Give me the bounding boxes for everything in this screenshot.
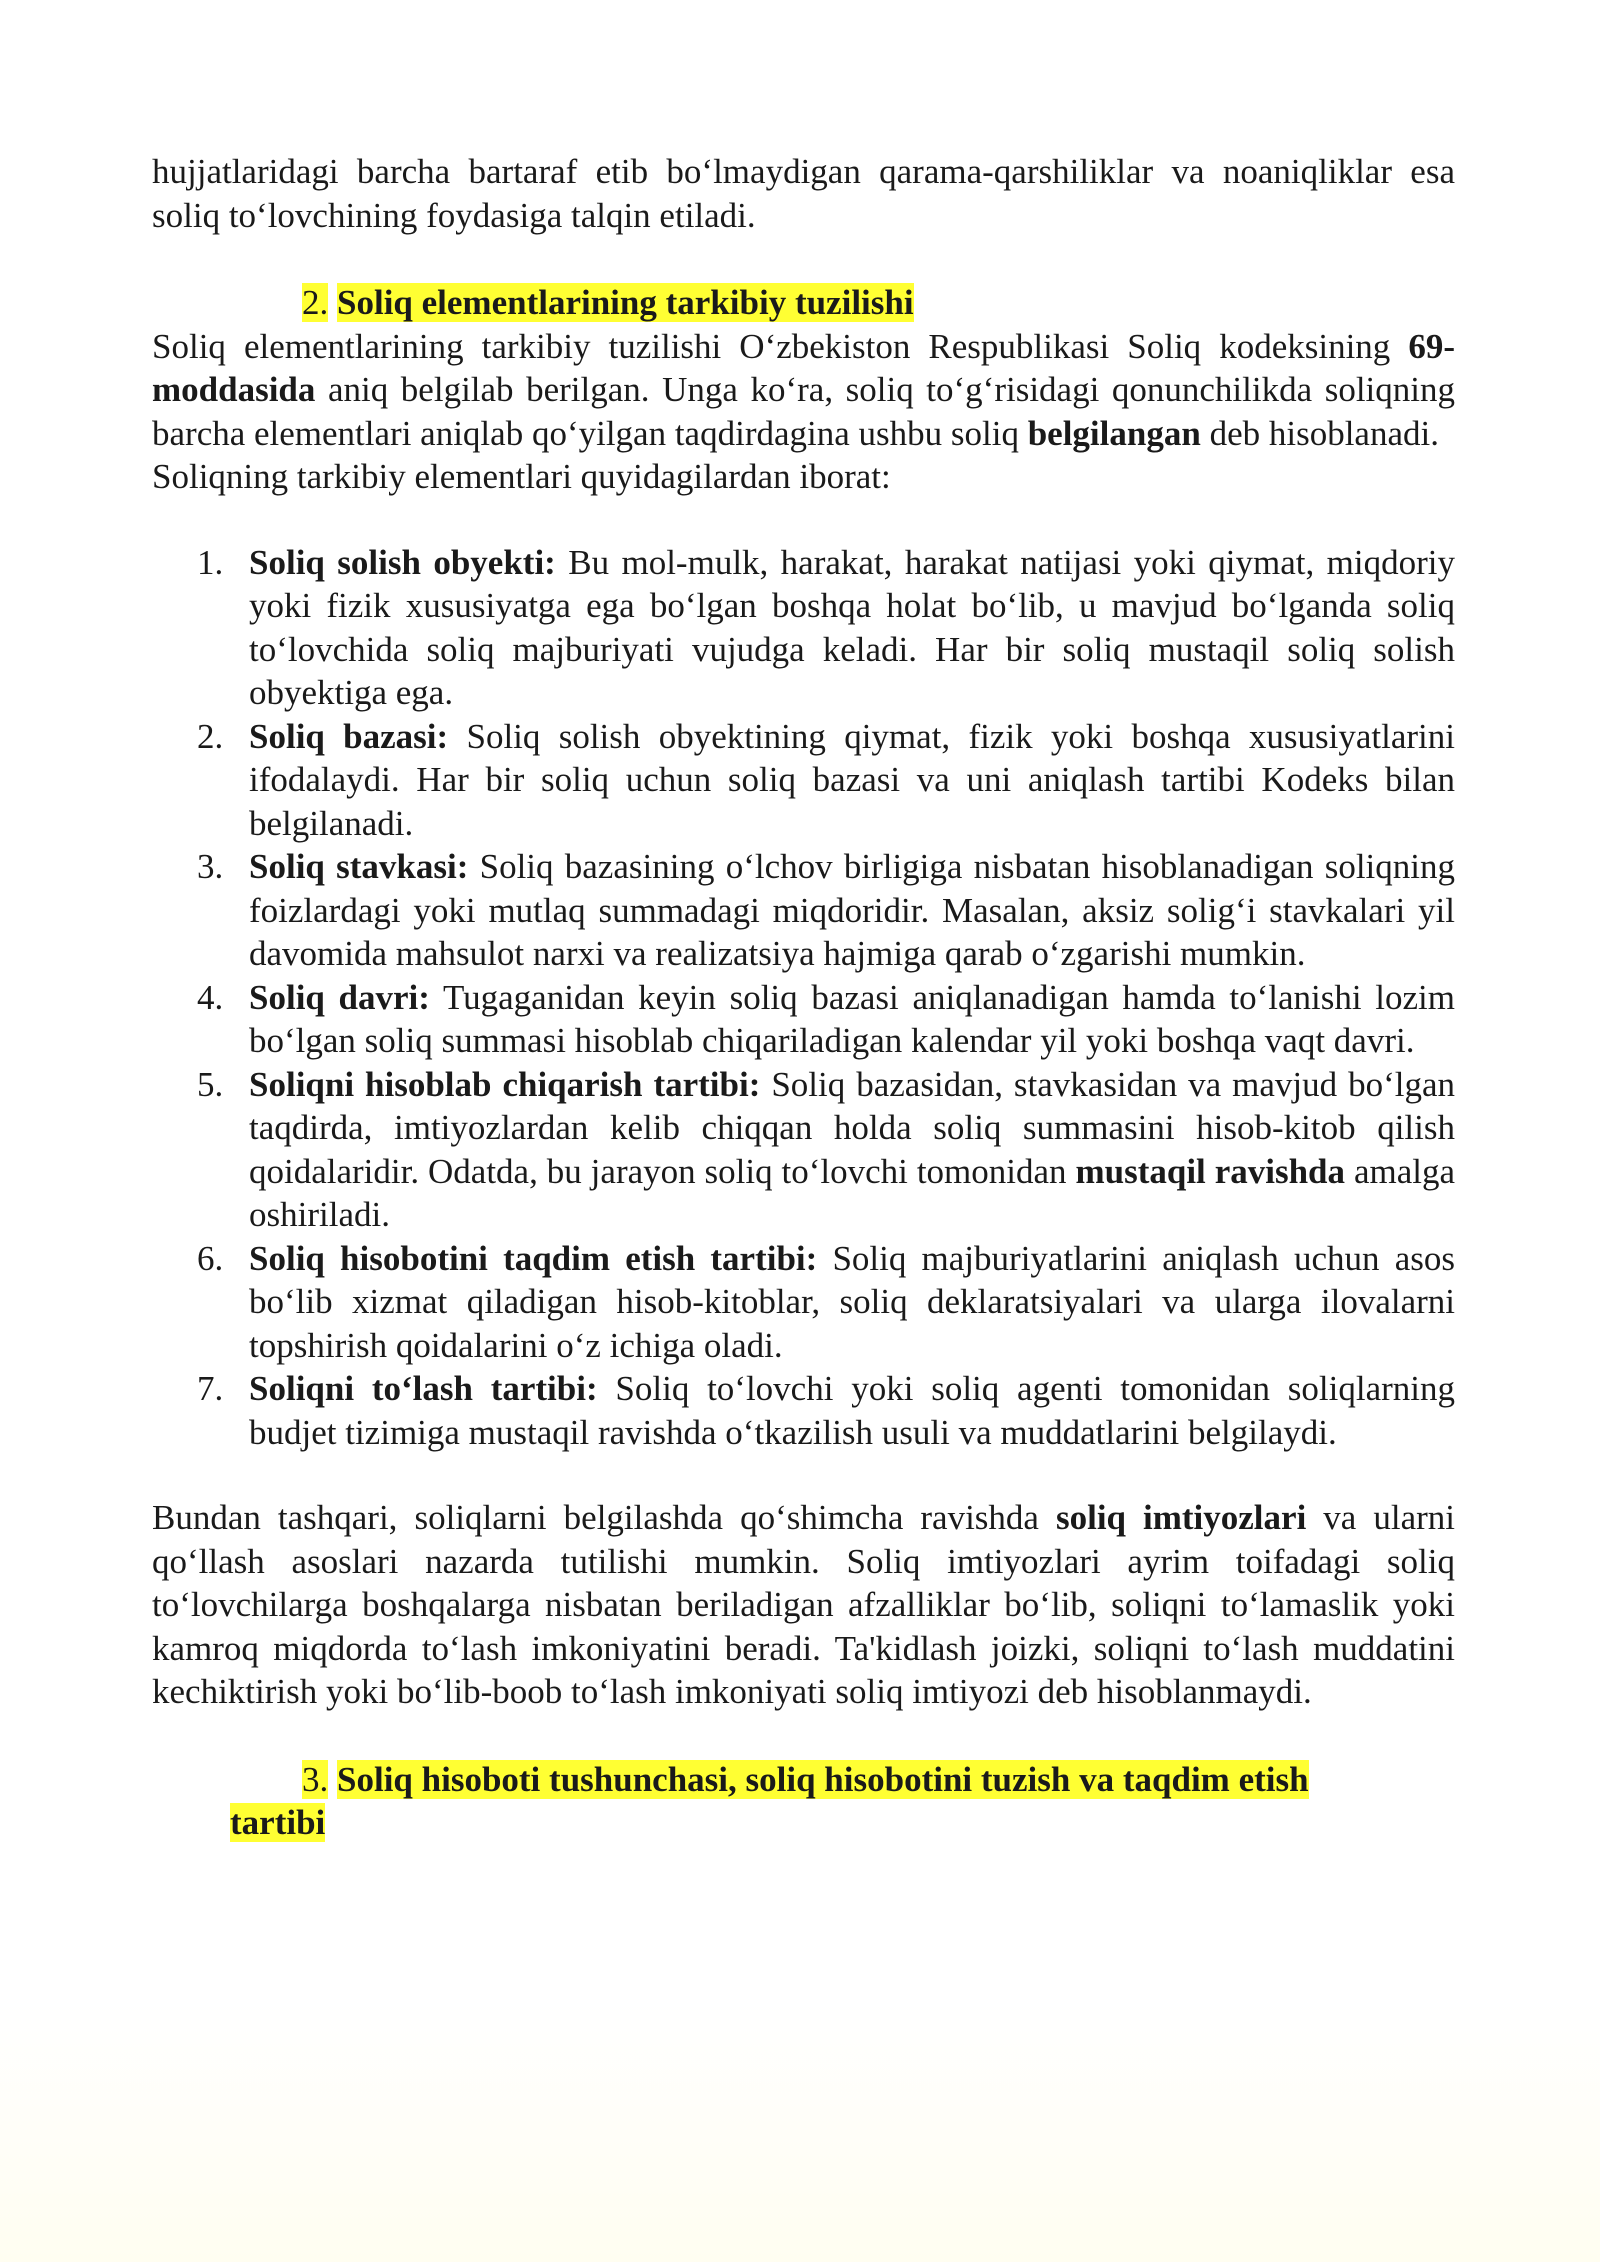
- section-2-paragraph-2: Soliqning tarkibiy elementlari quyidagilardan iborat:: [152, 457, 891, 496]
- list-item-number: 3.: [197, 847, 224, 886]
- section-2-paragraph-3: [152, 1496, 1455, 1714]
- para3-text-1: Bundan tashqari, soliqlarni belgilashda qo‘shimcha ravishda: [152, 1498, 1056, 1537]
- list-item-text: Soliq to‘lovchi yoki soliq agenti tomonidan soliqlarning budjet tizimiga mustaqil ravishda o‘tkazilish usuli va muddatlarini belgilaydi.: [249, 1369, 1455, 1452]
- list-item-number: 5.: [197, 1064, 224, 1104]
- list-item-text: Tugaganidan keyin soliq bazasi aniqlanadigan hamda to‘lanishi lozim bo‘lgan soliq summasi hisoblab chiqariladigan kalendar yil yoki boshqa vaqt davri.: [249, 977, 1455, 1060]
- para1-text-1: Soliq elementlarining tarkibiy tuzilishi O‘zbekiston Respublikasi Soliq kodeksining: [152, 326, 1409, 366]
- list-item: [152, 1237, 1455, 1368]
- para1-bold-article: 69-moddasida: [152, 326, 1455, 409]
- list-item: [152, 1367, 1455, 1454]
- para1-bold-established: belgilangan: [1027, 413, 1201, 453]
- list-item-term: Soliq stavkasi:: [249, 847, 469, 886]
- elements-list: [152, 541, 1455, 1455]
- para3-text-2: va ularni qo‘llash asoslari nazarda tutilishi mumkin. Soliq imtiyozlari ayrim toifadagi soliq to‘lovchilarga boshqalarga nisbatan beriladigan afzalliklar bo‘lib, soliqni to‘lamaslik yoki kamroq miqdorda to‘lash imkoniyatini beradi. Ta'kidlash joizki, soliqni to‘lash muddatini kechiktirish yoki bo‘lib-boob to‘lash imkoniyati soliq imtiyozi deb hisoblanmaydi.: [152, 1498, 1455, 1711]
- list-item-text: Soliq bazasidan, stavkasidan va mavjud bo‘lgan taqdirda, imtiyozlardan kelib chiqqan holda soliq summasini hisob-kitob qilish qoidalaridir. Odatda, bu jarayon soliq to‘lovchi tomonidan: [249, 1064, 1456, 1191]
- section-2-heading: [152, 281, 1455, 325]
- list-item-number: 6.: [197, 1238, 224, 1278]
- list-item-number: 7.: [197, 1369, 224, 1408]
- section-3-heading: [152, 1758, 1455, 1845]
- list-item: [152, 1063, 1455, 1237]
- list-item: [152, 715, 1455, 846]
- section-3-title-line-1: Soliq hisoboti tushunchasi, soliq hisobotini tuzish va taqdim etish: [337, 1759, 1309, 1799]
- section-2-number: 2.: [302, 283, 329, 322]
- list-item-number: 4.: [197, 977, 224, 1017]
- list-item-term: Soliq hisobotini taqdim etish tartibi:: [249, 1238, 818, 1278]
- list-item-text: Soliq solish obyektining qiymat, fizik yoki boshqa xususiyatlarini ifodalaydi. Har bir soliq uchun soliq bazasi va uni aniqlash tartibi Kodeks bilan belgilanadi.: [249, 716, 1455, 843]
- section-2-paragraph-1: [152, 325, 1455, 456]
- list-item-term: Soliqni hisoblab chiqarish tartibi:: [249, 1064, 761, 1104]
- para1-text-2: aniq belgilab berilgan. Unga ko‘ra, soliq to‘g‘risidagi qonunchilikda soliqning barcha elementlari aniqlab qo‘yilgan taqdirdagina ushbu soliq: [152, 370, 1455, 453]
- list-item-text: Bu mol-mulk, harakat, harakat natijasi yoki qiymat, miqdoriy yoki fizik xususiyatga ega bo‘lgan boshqa holat bo‘lib, u mavjud bo‘lganda soliq to‘lovchida soliq majburiyati vujudga keladi. Har bir soliq mustaqil soliq solish obyektiga ega.: [249, 542, 1455, 712]
- list-item-text: Soliq bazasining o‘lchov birligiga nisbatan hisoblanadigan soliqning foizlardagi yoki mutlaq summadagi miqdoridir. Masalan, aksiz solig‘i stavkalari yil davomida mahsulot narxi va realizatsiya hajmiga qarab o‘zgarishi mumkin.: [249, 847, 1455, 973]
- intro-paragraph: hujjatlaridagi barcha bartaraf etib bo‘lmaydigan qarama-qarshiliklar va noaniqliklar esa soliq to‘lovchining foydasiga talqin etiladi.: [152, 152, 1455, 235]
- list-item-text-2: amalga oshiriladi.: [249, 1151, 1455, 1234]
- section-3-title-line-2: tartibi: [230, 1803, 326, 1842]
- section-3-number: 3.: [302, 1759, 329, 1799]
- list-item-bold-independently: mustaqil ravishda: [1075, 1151, 1346, 1191]
- list-item-number: 2.: [197, 716, 224, 756]
- list-item: [152, 541, 1455, 715]
- list-item: [152, 845, 1455, 976]
- list-item-term: Soliq davri:: [249, 977, 430, 1017]
- list-item-text: Soliq majburiyatlarini aniqlash uchun asos bo‘lib xizmat qiladigan hisob-kitoblar, soliq deklaratsiyalari va ularga ilovalarni topshirish qoidalarini o‘z ichiga oladi.: [249, 1238, 1455, 1365]
- list-item-number: 1.: [197, 542, 224, 582]
- section-3-heading-line-1: [230, 1758, 1455, 1802]
- list-item: [152, 976, 1455, 1063]
- section-2-title: Soliq elementlarining tarkibiy tuzilishi: [337, 283, 914, 322]
- list-item-term: Soliq bazasi:: [249, 716, 449, 756]
- para3-bold-benefits: soliq imtiyozlari: [1055, 1498, 1307, 1537]
- section-3-heading-line-2: [230, 1801, 1455, 1845]
- list-item-term: Soliqni to‘lash tartibi:: [249, 1369, 598, 1408]
- para1-text-3: deb hisoblanadi.: [1200, 413, 1439, 453]
- list-item-term: Soliq solish obyekti:: [249, 542, 556, 582]
